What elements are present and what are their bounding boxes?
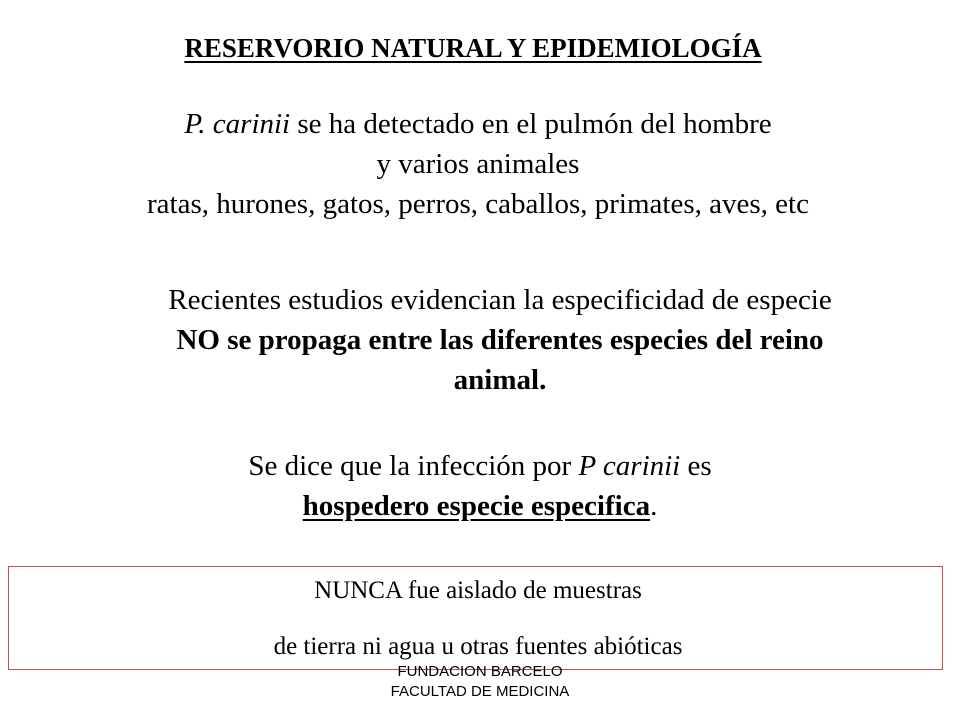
footer-institution: FUNDACION BARCELO — [397, 663, 563, 680]
hosts-line-1 — [0, 104, 956, 144]
paragraph-specificity — [70, 280, 930, 400]
paragraph-host-specific — [0, 446, 960, 526]
hosts-line-2: y varios animales — [376, 148, 580, 180]
specificity-line-3: animal. — [453, 364, 547, 396]
footer-faculty: FACULTAD DE MEDICINA — [390, 683, 570, 700]
note-line-1: NUNCA fue aislado de muestras — [314, 577, 642, 604]
slide-title: RESERVORIO NATURAL Y EPIDEMIOLOGÍA — [184, 33, 762, 63]
specificity-line-1: Recientes estudios evidencian la especificidad de especie — [168, 284, 832, 316]
host-specific-text-1: Se dice que la infección por — [248, 450, 579, 482]
host-specific-line-1 — [0, 446, 960, 486]
host-specific-line-2 — [0, 486, 960, 526]
hosts-line-3: ratas, hurones, gatos, perros, caballos, primates, aves, etc — [147, 188, 809, 220]
hosts-line-1-text: se ha detectado en el pulmón del hombre — [290, 108, 772, 140]
paragraph-hosts — [0, 104, 956, 224]
host-specific-period: . — [650, 490, 658, 522]
footer — [0, 662, 960, 702]
host-specific-term: hospedero especie especifica — [302, 490, 651, 522]
specificity-line-2: NO se propaga entre las diferentes especies del reino — [176, 324, 824, 356]
host-specific-text-2: es — [680, 450, 712, 482]
species-name: P. carinii — [184, 108, 291, 140]
note-line-2: de tierra ni agua u otras fuentes abióticas — [273, 633, 683, 660]
species-name-2: P carinii — [578, 450, 681, 482]
